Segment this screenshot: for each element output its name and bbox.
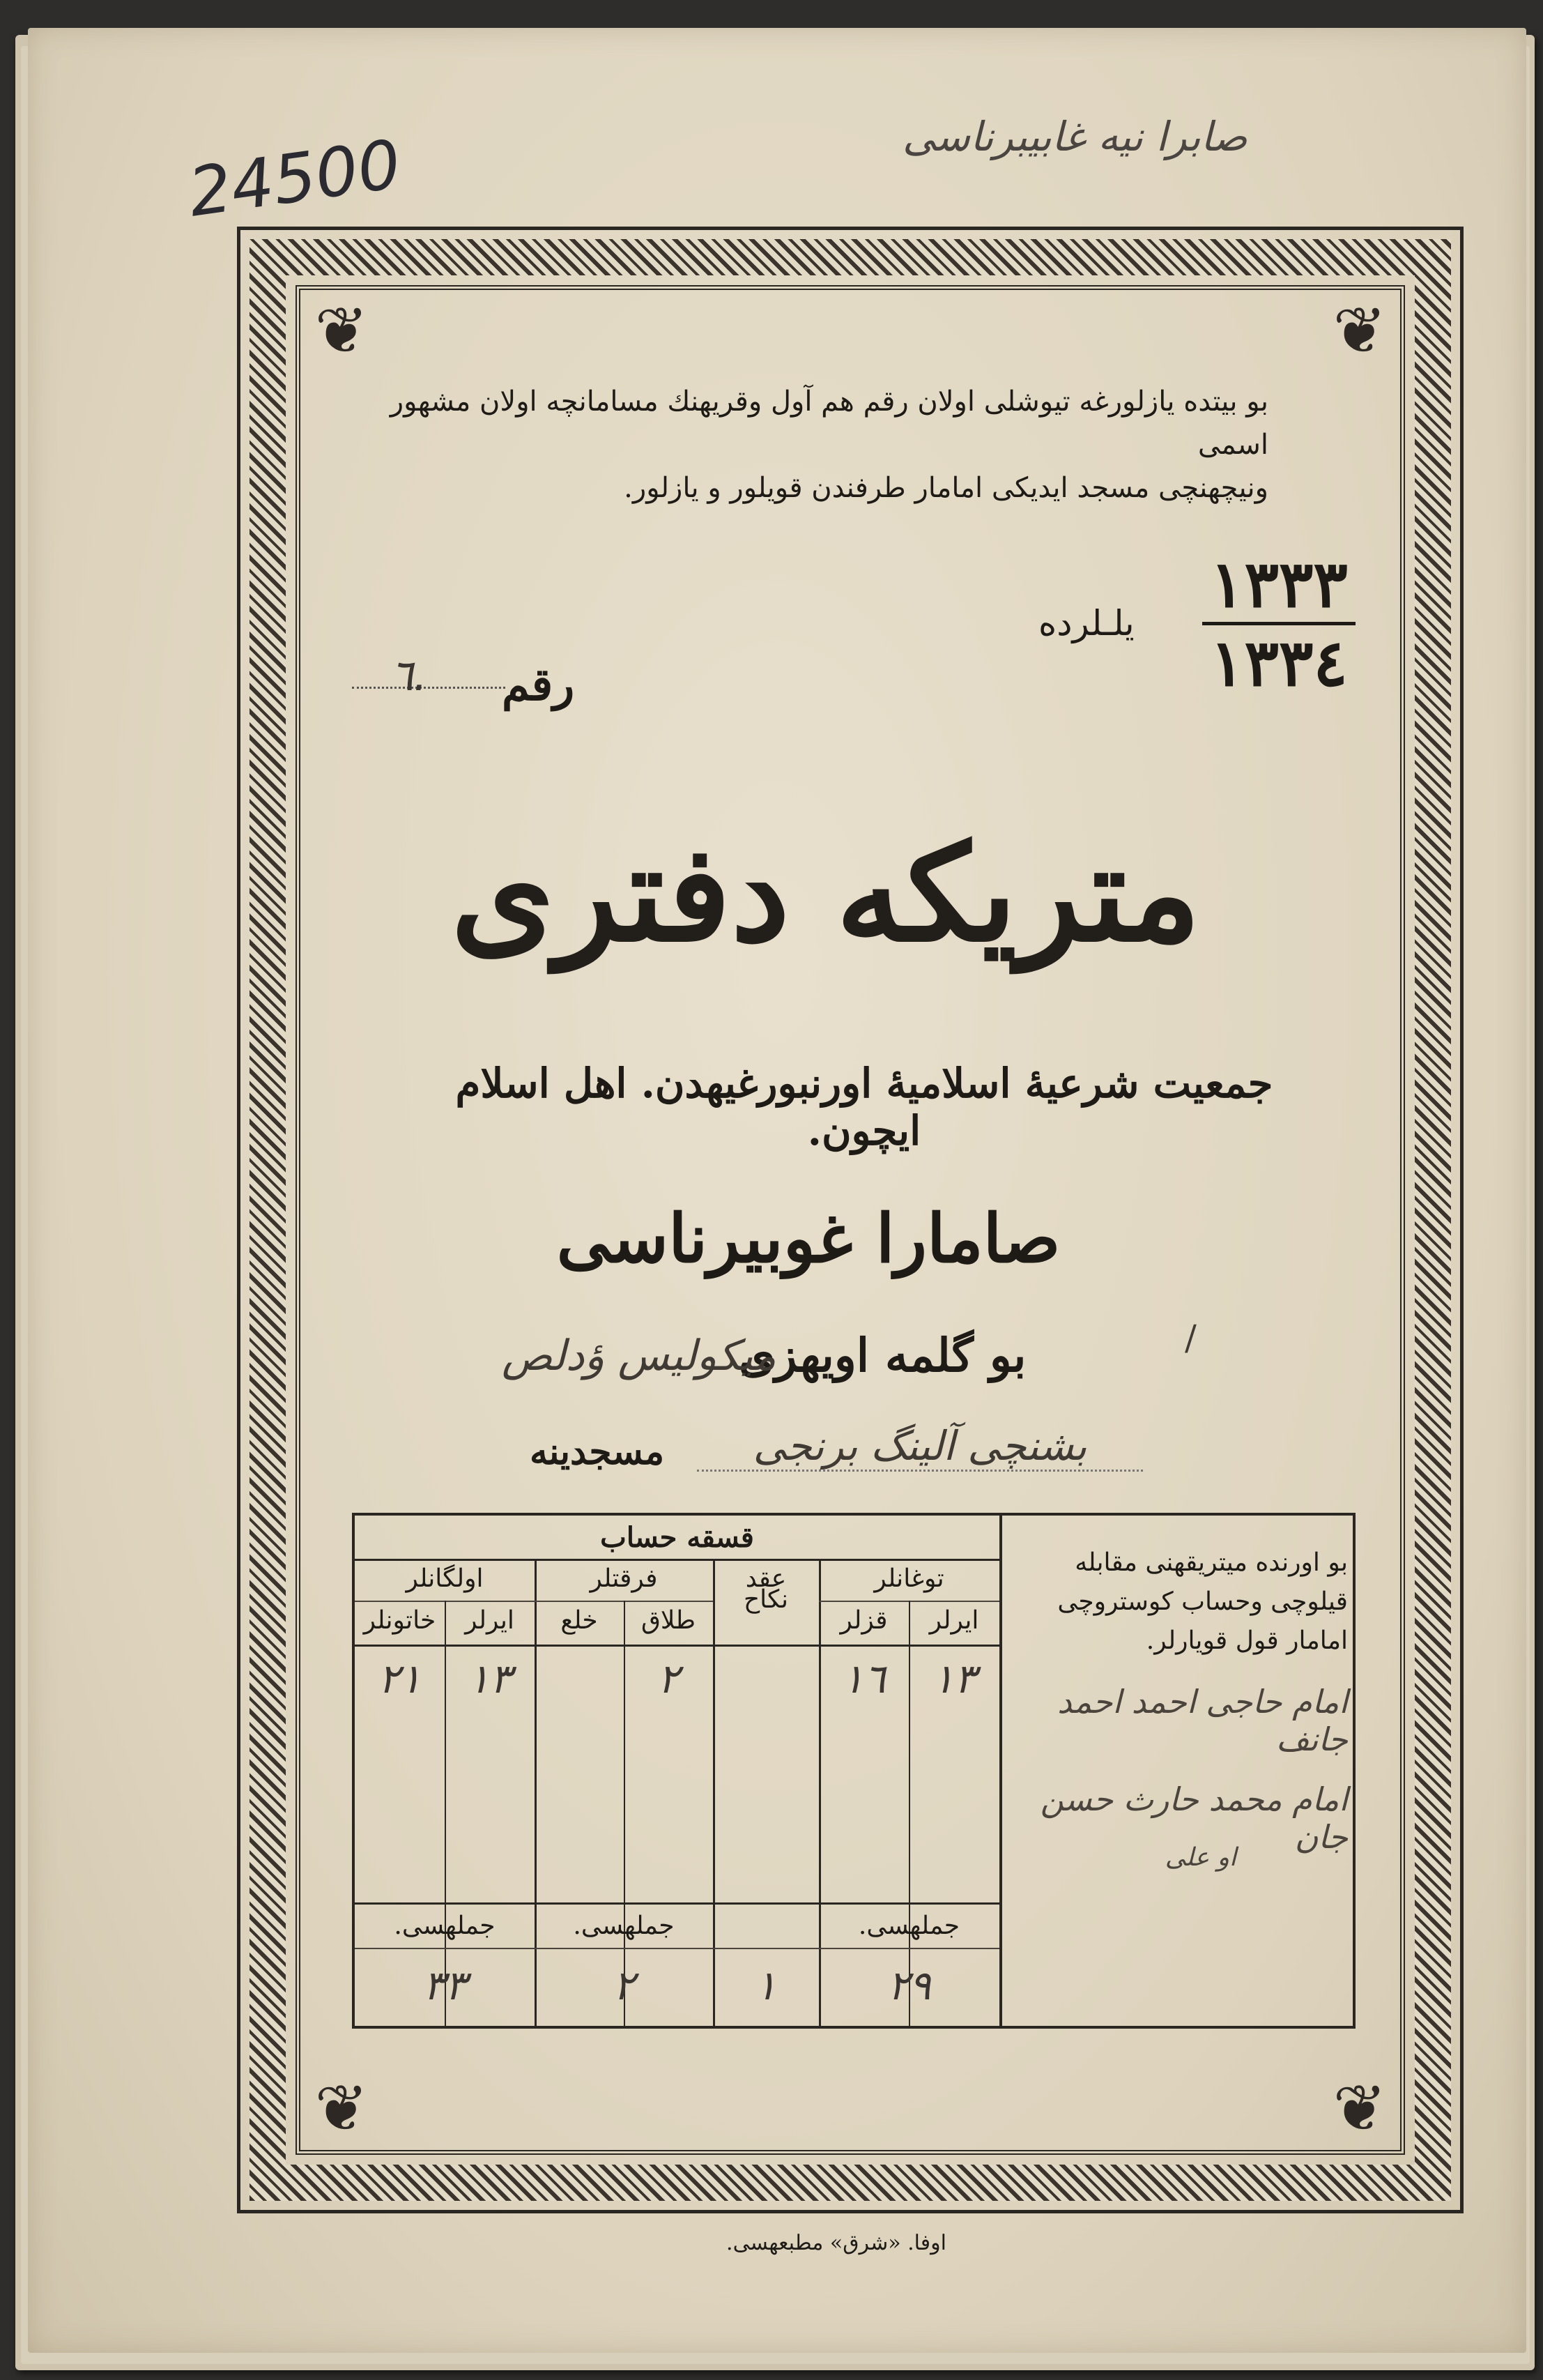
divorces-total: ٢	[613, 1962, 635, 2009]
table-rule	[355, 1601, 713, 1602]
marriages-total: ١	[755, 1962, 777, 2009]
ornament-corner-icon: ❦	[1333, 2071, 1387, 2146]
governorate: صامارا غوبیرناسی	[556, 1199, 1061, 1278]
imam-signature: او علی	[1165, 1843, 1236, 1872]
uyezd-value: میکولیس ؤدلص	[502, 1332, 776, 1380]
subtitle: جمعیت شرعیهٔ اسلامیهٔ اورنبورغیهدن. اهل اسلام ایچون.	[455, 1060, 1273, 1154]
column-men: ایرلر	[465, 1606, 514, 1635]
handwritten-mark: /	[1185, 1318, 1197, 1358]
statistics-grid	[355, 1516, 999, 2026]
mosque-label: مسجدینه	[530, 1431, 665, 1473]
year-bottom: ١٣٣٤	[1210, 625, 1348, 701]
statistics-table	[352, 1513, 1356, 2029]
value-women-deaths: ٢١	[378, 1655, 422, 1702]
value-talaq: ٢	[657, 1655, 680, 1702]
ornament-corner-icon: ❦	[314, 293, 369, 368]
table-rule	[355, 1948, 999, 1949]
table-rule	[355, 1559, 999, 1561]
value-girls-born: ١٦	[842, 1655, 886, 1702]
column-nikah: نکاح	[743, 1585, 789, 1614]
number-dotted-line	[352, 687, 505, 689]
mosque-value: بشنچی آلینگ برنجی	[697, 1422, 1143, 1472]
table-rule	[355, 1645, 999, 1647]
document-title: متریکه دفتری	[450, 816, 1202, 971]
year-top: ١٣٣٣	[1210, 547, 1348, 622]
divorces-total-label: جملهسی.	[573, 1912, 675, 1940]
column-khul: خلع	[560, 1606, 598, 1635]
archive-number: 24500	[183, 125, 406, 232]
imam-signature: امام حاجی احمد احمد جانف	[1057, 1683, 1348, 1758]
ornament-corner-icon: ❦	[1333, 293, 1387, 368]
uyezd-label: بو گلمه اویهزی	[739, 1328, 1027, 1382]
group-header-births: توغانلر	[874, 1564, 944, 1593]
verification-panel	[999, 1516, 1353, 2026]
instruction-line: ونیچهنچی مسجد ایدیکی امامار طرفندن قویلور و یازلور.	[624, 472, 1268, 504]
group-header-divorces: فرقتلر	[590, 1564, 658, 1593]
imam-signature: امام محمد حارث حسن جان	[1040, 1780, 1348, 1856]
column-women: خاتونلر	[363, 1606, 436, 1635]
group-header-marriage: عقد	[745, 1564, 787, 1593]
column-girls: قزلر	[840, 1606, 888, 1635]
printer-line: اوفا. «شرق» مطبعهسی.	[726, 2231, 946, 2255]
value-boys-born: ١٣	[932, 1655, 976, 1702]
document-page	[28, 28, 1526, 2353]
instruction-line: بو بیتده یازلورغه تیوشلی اولان رقم هم آول وقریهنك مسامانچه اولان مشهور اسمی	[390, 386, 1268, 461]
births-total: ٢٩	[887, 1962, 931, 2009]
instructions	[348, 380, 1268, 510]
column-talaq: طلاق	[640, 1606, 696, 1635]
handwritten-title: صابرا نیه غابیبرناسی	[903, 113, 1248, 160]
value-men-deaths: ١٣	[468, 1655, 512, 1702]
verification-note: بو اورنده میتریقهنی مقابله قیلوچی وحساب کوستروچی امامار قول قویارلر.	[1057, 1548, 1348, 1655]
table-caption: قسقه حساب	[600, 1521, 754, 1554]
table-divider	[713, 1559, 715, 2026]
births-total-label: جملهسی.	[858, 1912, 960, 1940]
number-label: رقم	[502, 659, 575, 711]
group-header-deaths: اولگانلر	[406, 1564, 484, 1593]
year-fraction	[1202, 547, 1356, 701]
column-boys: ایرلر	[929, 1606, 979, 1635]
deaths-total-label: جملهسی.	[394, 1912, 496, 1940]
number-value: ٦.	[390, 650, 428, 701]
table-rule	[355, 1902, 999, 1905]
years-label: یلـلرده	[1038, 603, 1135, 643]
ornament-corner-icon: ❦	[314, 2071, 369, 2146]
deaths-total: ٣٣	[422, 1962, 467, 2009]
